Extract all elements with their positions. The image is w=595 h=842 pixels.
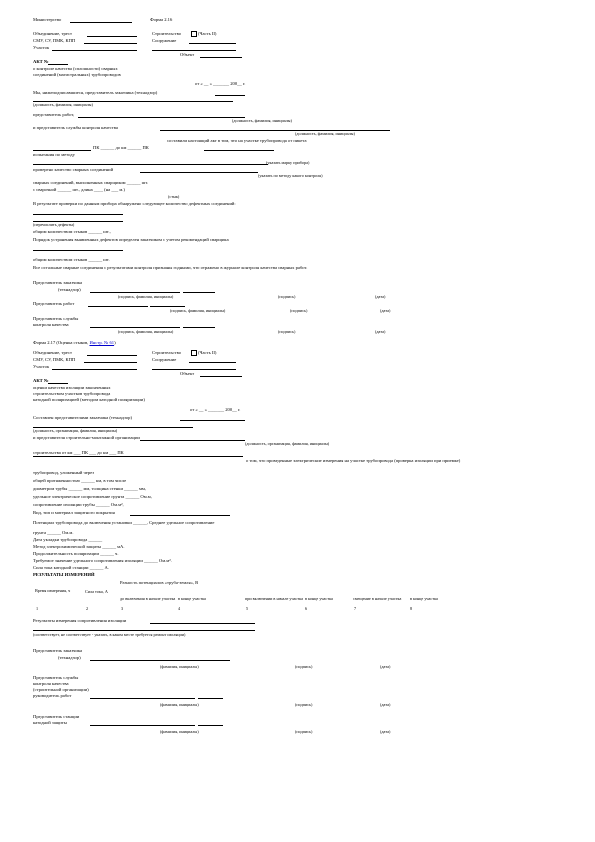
signature-caption: (подпись, фамилия, инициалы) [170, 308, 226, 313]
paragraph: Сила тока катодной станции ______ А. [33, 565, 110, 570]
section-label: Участок [33, 45, 50, 50]
paragraph: В результате проверки по данным прибора обнаружено следующее количество дефектных соединений: [33, 201, 236, 206]
paragraph: Дата укладки трубопровода ______ [33, 537, 103, 542]
table-header: Сила тока, А [85, 589, 108, 594]
table-header: смещение в начале участка [353, 596, 402, 601]
table-header: в конце участка [410, 596, 438, 601]
caption: (указать марку прибора) [266, 160, 310, 165]
table-header: Время измерения, ч [35, 588, 71, 593]
signature-caption: (подпись) [295, 729, 313, 734]
signature-label: Представитель станции [33, 714, 80, 719]
smu-label: СМУ, СУ, ПМК, КПП [33, 357, 76, 362]
paragraph: составили настоящий акт в том, что на участке трубопровода от пикета [167, 138, 307, 143]
paragraph: испытания по методу [33, 152, 75, 157]
caption: (должность, фамилия, инициалы) [33, 102, 93, 107]
paragraph: Мы, нижеподписавшиеся, представитель заказчика (технадзор) [33, 90, 158, 95]
signature-caption: (фамилия, инициалы) [160, 702, 199, 707]
paragraph: общим количеством стыков ______ шт. [33, 257, 110, 262]
paragraph: с сварочной ______ шт., длина ____ (на ___ м.) [33, 187, 125, 192]
signature-caption: (дата) [380, 729, 391, 734]
signature-label: Представитель заказчика [33, 648, 83, 653]
paragraph: Вид, тип и материал защитного покрытия [33, 510, 115, 515]
signature-caption: (подпись) [278, 294, 296, 299]
caption: (соответствует, не соответствует - указать, в каком месте требуется ремонт изоляции) [33, 632, 186, 637]
caption: (должность, фамилия, инициалы) [295, 131, 355, 136]
paragraph: Потенциал трубопровода до включения установки ______, Среднее удельное сопротивление [33, 520, 215, 525]
act-date: от « __ » _______ 200__ г. [190, 407, 241, 412]
paragraph: о том, что проведенные электрические измерения на участке трубопровода (проверка изоляции при приемке) [246, 458, 461, 463]
paragraph: и представитель службы контроля качества [33, 125, 118, 130]
signature-caption: (дата) [375, 294, 386, 299]
paragraph: сварных соединений, выполненных сварщиком ______ шт. [33, 180, 149, 185]
column-number: 7 [354, 606, 357, 611]
column-number: 2 [86, 606, 89, 611]
object-label: Объект [180, 371, 195, 376]
signature-label: контроля качества [33, 322, 69, 327]
signature-label: Представитель службы [33, 316, 79, 321]
act-subtitle-2: соединений (магистральных) трубопроводов [33, 72, 121, 77]
checkbox-icon[interactable] [191, 350, 197, 356]
results-title: РЕЗУЛЬТАТЫ ИЗМЕРЕНИЙ [33, 572, 95, 577]
table-header: в конце участка [305, 596, 333, 601]
paragraph: Результаты измерения сопротивления изоляции [33, 618, 127, 623]
paragraph: диаметром трубы ______ мм, толщина стенки ______ мм, [33, 486, 146, 491]
org-label: Объединение, трест [33, 350, 72, 355]
signature-label: (технадзор) [58, 287, 81, 292]
signature-caption: (дата) [375, 329, 386, 334]
ministry-label: Министерство [33, 17, 62, 22]
paragraph: Все остальные сварные соединения с результатами контроля признаны годными, что отражено в журнале контроля качества сварных работ. [33, 265, 308, 270]
signature-caption: (подпись) [295, 664, 313, 669]
section-label: Участок [33, 364, 50, 369]
checkbox-icon[interactable] [191, 31, 197, 37]
signature-label: Представитель службы [33, 675, 79, 680]
construction-label: Строительство [152, 350, 182, 355]
signature-caption: (дата) [380, 308, 391, 313]
paragraph: Метод электрохимической защиты ______ мА. [33, 544, 125, 549]
org-label: Объединение, трест [33, 31, 72, 36]
signature-label: контроля качества [33, 681, 69, 686]
signature-label: руководитель работ [33, 693, 72, 698]
object-label: Объект [180, 52, 195, 57]
column-number: 1 [36, 606, 39, 611]
caption: (должность, организация, фамилия, инициалы) [245, 441, 330, 446]
paragraph: ПК ______ до км ______ ПК [93, 145, 149, 150]
paragraph: трубопровод, уложенный через [33, 470, 95, 475]
act-title: АКТ № [33, 59, 49, 64]
caption: (стык) [168, 194, 180, 199]
signature-label: Представитель работ [33, 301, 75, 306]
signature-caption: (подпись) [278, 329, 296, 334]
act-subtitle-1: о контроле качества (сплошности) сварных [33, 66, 118, 71]
column-number: 5 [246, 606, 249, 611]
paragraph: проверено качество сварных соединений [33, 167, 114, 172]
signature-caption: (фамилия, инициалы) [160, 729, 199, 734]
paragraph: Составлен представителями заказчика (технадзор) [33, 415, 132, 420]
table-title: Разность потенциалов «труба-земля», В [120, 580, 199, 585]
signature-label: (строительной организации) [33, 687, 89, 692]
paragraph: Продолжительность поляризации ______ ч. [33, 551, 119, 556]
form-number: Форма 2.16 [150, 17, 173, 22]
signature-caption: (фамилия, инициалы) [160, 664, 199, 669]
signature-caption: (дата) [380, 664, 391, 669]
signature-label: катодной защиты [33, 720, 67, 725]
column-number: 8 [410, 606, 413, 611]
paragraph: строительства от км ___ ПК ___ до км ___ ПК [33, 450, 124, 455]
instruction-link[interactable]: Инстр. № 61 [89, 340, 115, 345]
act-subtitle-3: катодной поляризацией (методом катодной поляризации) [33, 397, 145, 402]
signature-caption: (подпись) [290, 308, 308, 313]
paragraph: грунта ______ Ом.м. [33, 530, 74, 535]
building-label: Сооружение [152, 38, 177, 43]
caption: (перечислить дефекты) [33, 222, 75, 227]
paragraph: общим количеством стыков ______ шт., [33, 229, 111, 234]
act-date: от « __ » _______ 200__ г. [195, 81, 246, 86]
paragraph: представитель работ, [33, 112, 75, 117]
caption: (указать по методу какого контроля) [258, 173, 323, 178]
column-number: 6 [305, 606, 308, 611]
paragraph: Требуемое значение удельного сопротивления изоляции ______ Ом.м². [33, 558, 172, 563]
paragraph: Порядок устранения выявленных дефектов определен заказчиком с учетом рекомендаций сварщика [33, 237, 229, 242]
paragraph: общей протяженностью ______ км, в том числе [33, 478, 127, 483]
paragraph: удельное электрическое сопротивление грунта ______ Ом.м, [33, 494, 152, 499]
part-label: (Часть II) [198, 350, 217, 355]
part-label: (Часть II) [198, 31, 217, 36]
form2-title: Форма 2.17 (Оценка стыков, Инстр. № 61) [33, 340, 116, 345]
column-number: 3 [121, 606, 124, 611]
smu-label: СМУ, СУ, ПМК, КПП [33, 38, 76, 43]
paragraph: сопротивление изоляции трубы ______ Ом.м², [33, 502, 124, 507]
signature-caption: (подпись) [295, 702, 313, 707]
act-subtitle-2: строительством участков трубопровода [33, 391, 111, 396]
caption: (должность, фамилия, инициалы) [232, 118, 292, 123]
signature-caption: (подпись, фамилия, инициалы) [118, 294, 174, 299]
signature-label: (технадзор) [58, 655, 81, 660]
column-number: 4 [178, 606, 181, 611]
signature-label: Представитель заказчика [33, 280, 83, 285]
caption: (должность, организация, фамилия, инициалы) [33, 428, 118, 433]
table-header: при включении в начале участка [245, 596, 303, 601]
act-title: АКТ № [33, 378, 49, 383]
act-subtitle-1: оценки качества изоляции законченных [33, 385, 111, 390]
construction-label: Строительство [152, 31, 182, 36]
table-header: до включения в начале участка [120, 596, 176, 601]
building-label: Сооружение [152, 357, 177, 362]
signature-caption: (дата) [380, 702, 391, 707]
table-header: в конце участка [178, 596, 206, 601]
paragraph: и представителя строительно-монтажной организации [33, 435, 140, 440]
signature-caption: (подпись, фамилия, инициалы) [118, 329, 174, 334]
